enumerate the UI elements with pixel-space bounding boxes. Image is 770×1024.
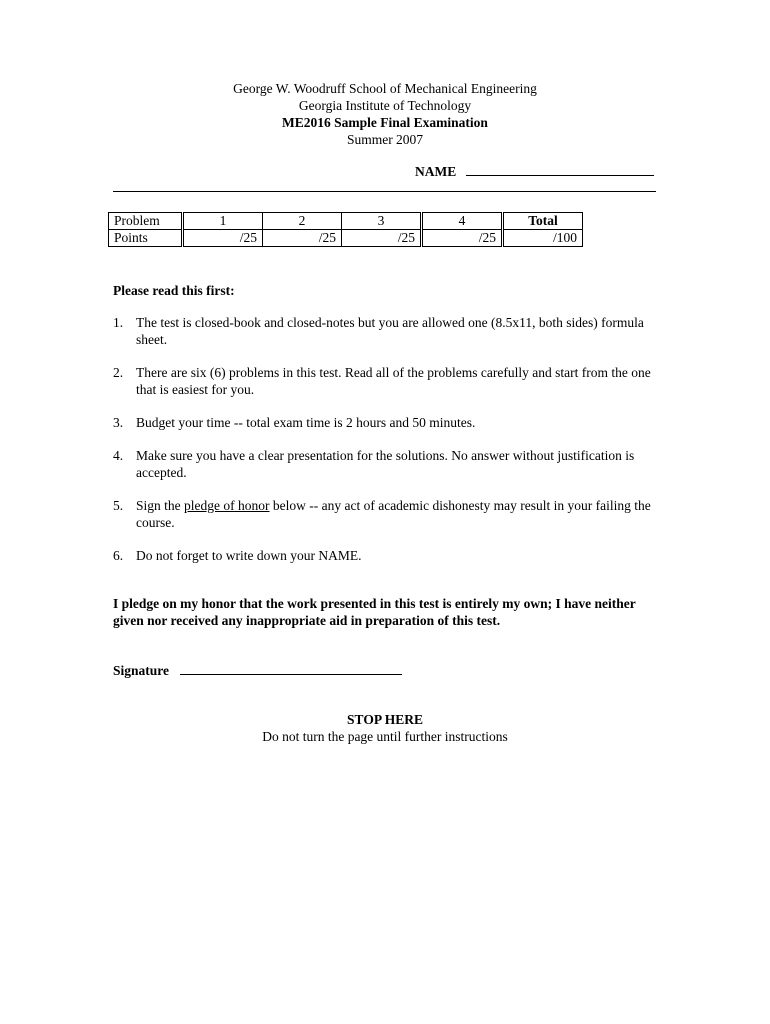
list-item (113, 447, 658, 481)
school-name: George W. Woodruff School of Mechanical Engineering (233, 81, 537, 96)
problem-1-points: /25 (183, 230, 263, 247)
list-item-text-end: below -- any act of academic dishonesty may result in your failing the course. (136, 498, 651, 530)
list-item-number: 3. (113, 415, 124, 430)
score-table (108, 212, 583, 247)
problem-row-label: Problem (109, 213, 183, 230)
problem-2-header: 2 (263, 213, 342, 230)
institute-name: Georgia Institute of Technology (298, 98, 472, 113)
list-item-number: 5. (113, 498, 124, 513)
name-field (415, 163, 654, 180)
list-item-text: Budget your time -- total exam time is 2 hours and 50 minutes. (136, 415, 476, 430)
stop-title: STOP HERE (347, 712, 423, 727)
problem-2-points: /25 (263, 230, 342, 247)
list-item-text: Make sure you have a clear presentation for the solutions. No answer without justification is accepted. (136, 448, 635, 480)
score-table-points-row (109, 230, 583, 247)
list-item-text-start: Sign the (136, 498, 185, 513)
problem-3-header: 3 (342, 213, 422, 230)
problem-3-points: /25 (342, 230, 422, 247)
signature-label: Signature (113, 663, 170, 678)
problem-4-header: 4 (422, 213, 503, 230)
list-item-number: 2. (113, 365, 124, 380)
name-blank-line[interactable] (466, 163, 654, 176)
list-item-number: 4. (113, 448, 124, 463)
list-item (113, 497, 658, 531)
problem-1-header: 1 (183, 213, 263, 230)
list-item (113, 314, 658, 348)
document-header (0, 80, 770, 148)
list-item-text: Do not forget to write down your NAME. (136, 548, 362, 563)
pledge-of-honor-link[interactable]: pledge of honor (184, 498, 270, 513)
signature-field (113, 662, 402, 679)
list-item (113, 547, 658, 564)
stop-notice (0, 711, 770, 745)
name-label: NAME (415, 164, 457, 179)
list-item (113, 414, 658, 431)
total-header: Total (503, 213, 583, 230)
list-item (113, 364, 658, 398)
list-item-number: 6. (113, 548, 124, 563)
instructions-title: Please read this first: (113, 283, 235, 298)
total-points: /100 (503, 230, 583, 247)
score-table-header-row (109, 213, 583, 230)
points-row-label: Points (109, 230, 183, 247)
problem-4-points: /25 (422, 230, 503, 247)
signature-blank-line[interactable] (180, 662, 402, 675)
list-item-text: The test is closed-book and closed-notes but you are allowed one (8.5x11, both sides) formula sheet. (136, 315, 644, 347)
honor-pledge: I pledge on my honor that the work presented in this test is entirely my own; I have neither given nor received any inappropriate aid in preparation of this test. (113, 596, 636, 628)
list-item-text: There are six (6) problems in this test. Read all of the problems carefully and start from the one that is easiest for you. (136, 365, 651, 397)
exam-term: Summer 2007 (346, 132, 424, 147)
name-continuation-line[interactable] (113, 191, 656, 192)
list-item-number: 1. (113, 315, 124, 330)
stop-note: Do not turn the page until further instructions (262, 729, 508, 744)
exam-title: ME2016 Sample Final Examination (282, 115, 488, 130)
instructions-list (113, 314, 658, 580)
